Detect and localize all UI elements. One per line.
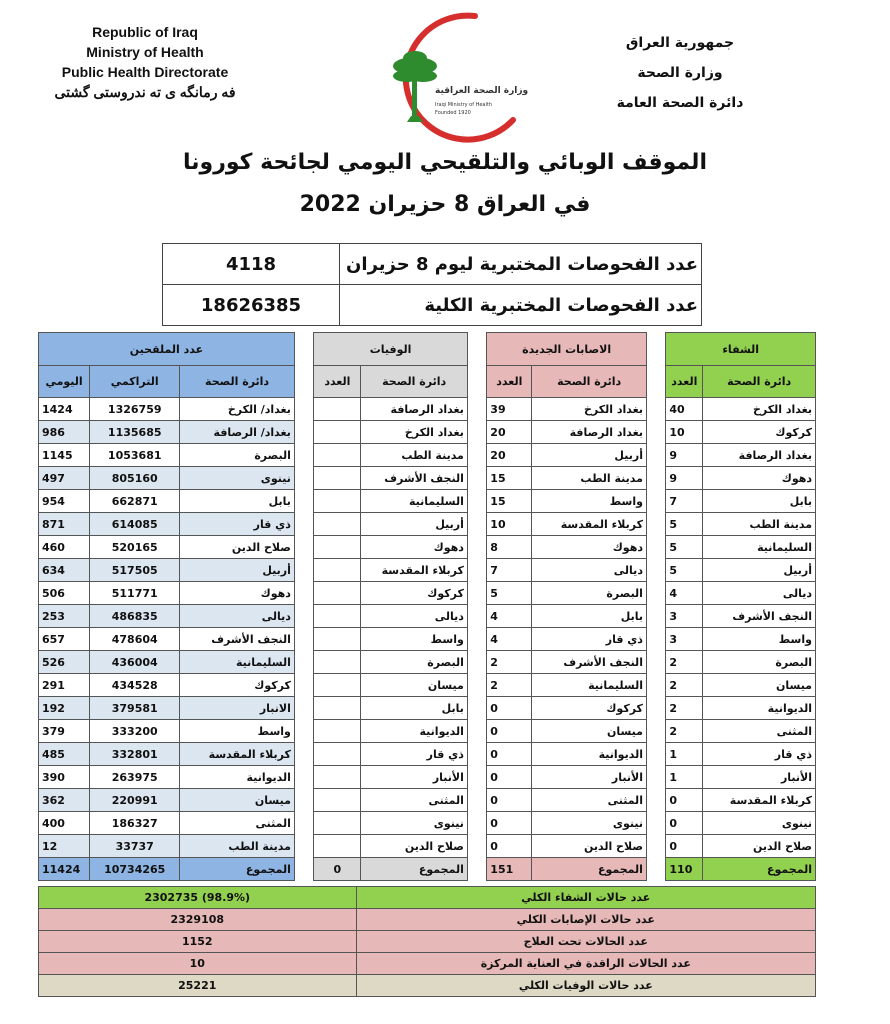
recovered-count: 2: [666, 674, 703, 697]
deaths-directorate: السليمانية: [361, 490, 467, 513]
vaccinated-daily: 485: [39, 743, 90, 766]
tests-table: [162, 243, 702, 326]
col-deaths-directorate: دائرة الصحة: [361, 366, 467, 398]
recovered-directorate: المثنى: [703, 720, 816, 743]
header-kurdish-line: فه رمانگه ی ته ندروستی گشتی: [54, 84, 236, 100]
tests-total-row: [163, 285, 702, 326]
new-cases-count: 4: [487, 628, 532, 651]
vaccinated-directorate: صلاح الدين: [180, 536, 295, 559]
recovered-count: 0: [666, 812, 703, 835]
recovered-directorate: ديالى: [703, 582, 816, 605]
new-cases-directorate: نينوى: [532, 812, 647, 835]
deaths-count: [314, 421, 361, 444]
deaths-count: [314, 559, 361, 582]
table-row: [39, 766, 816, 789]
recovered-count: 0: [666, 835, 703, 858]
recovered-count: 1: [666, 766, 703, 789]
vaccinated-daily: 291: [39, 674, 90, 697]
table-row: [39, 467, 816, 490]
deaths-directorate: بغداد الرصافة: [361, 398, 467, 421]
col-deaths-count: العدد: [314, 366, 361, 398]
summary-value: 2329108: [39, 909, 357, 931]
table-row: [39, 559, 816, 582]
table-row: [39, 582, 816, 605]
deaths-directorate: بغداد الكرخ: [361, 421, 467, 444]
recovered-directorate: بغداد الرصافة: [703, 444, 816, 467]
summary-table: [38, 886, 816, 997]
total-new-label: المجموع: [532, 858, 647, 881]
vaccinated-daily: 400: [39, 812, 90, 835]
total-new-cases: 151: [487, 858, 532, 881]
page-subtitle: في العراق 8 حزيران 2022: [299, 192, 591, 217]
vaccinated-directorate: ميسان: [180, 789, 295, 812]
vaccinated-daily: 12: [39, 835, 90, 858]
recovered-directorate: ميسان: [703, 674, 816, 697]
recovered-directorate: كربلاء المقدسة: [703, 789, 816, 812]
section-vaccinated: عدد الملقحين: [39, 333, 295, 366]
vaccinated-cumulative: 1135685: [90, 421, 180, 444]
vaccinated-directorate: الانبار: [180, 697, 295, 720]
table-body: [39, 398, 816, 858]
new-cases-directorate: ذي قار: [532, 628, 647, 651]
summary-label: عدد حالات الإصابات الكلي: [356, 909, 815, 931]
summary-row: [39, 909, 816, 931]
logo-founded: Founded 1920: [435, 110, 471, 116]
summary-label: عدد الحالات تحت العلاج: [356, 931, 815, 953]
recovered-directorate: واسط: [703, 628, 816, 651]
vaccinated-daily: 1424: [39, 398, 90, 421]
summary-label: عدد حالات الشفاء الكلي: [356, 887, 815, 909]
recovered-count: 5: [666, 559, 703, 582]
deaths-directorate: النجف الأشرف: [361, 467, 467, 490]
vaccinated-daily: 526: [39, 651, 90, 674]
vaccinated-daily: 506: [39, 582, 90, 605]
recovered-count: 0: [666, 789, 703, 812]
vaccinated-daily: 362: [39, 789, 90, 812]
deaths-count: [314, 651, 361, 674]
recovered-count: 4: [666, 582, 703, 605]
vaccinated-daily: 871: [39, 513, 90, 536]
new-cases-directorate: السليمانية: [532, 674, 647, 697]
table-row: [39, 789, 816, 812]
recovered-directorate: صلاح الدين: [703, 835, 816, 858]
total-recovered: 110: [666, 858, 703, 881]
table-row: [39, 651, 816, 674]
vaccinated-cumulative: 220991: [90, 789, 180, 812]
vaccinated-daily: 379: [39, 720, 90, 743]
column-header-row: [39, 366, 816, 398]
deaths-count: [314, 398, 361, 421]
new-cases-count: 20: [487, 444, 532, 467]
table-row: [39, 490, 816, 513]
deaths-count: [314, 789, 361, 812]
new-cases-count: 0: [487, 812, 532, 835]
vaccinated-daily: 192: [39, 697, 90, 720]
vaccinated-cumulative: 517505: [90, 559, 180, 582]
recovered-count: 2: [666, 651, 703, 674]
deaths-directorate: الأنبار: [361, 766, 467, 789]
total-deaths-label: المجموع: [361, 858, 467, 881]
recovered-count: 7: [666, 490, 703, 513]
vaccinated-daily: 634: [39, 559, 90, 582]
col-new-count: العدد: [487, 366, 532, 398]
total-recovered-label: المجموع: [703, 858, 816, 881]
total-vaccinated-cumulative: 10734265: [90, 858, 180, 881]
recovered-count: 5: [666, 513, 703, 536]
vaccinated-cumulative: 333200: [90, 720, 180, 743]
deaths-directorate: ديالى: [361, 605, 467, 628]
new-cases-directorate: كربلاء المقدسة: [532, 513, 647, 536]
deaths-count: [314, 720, 361, 743]
page-title: الموقف الوبائي والتلقيحي اليومي لجائحة كورونا: [183, 150, 707, 175]
vaccinated-directorate: بغداد/ الرصافة: [180, 421, 295, 444]
table-row: [39, 812, 816, 835]
table-row: [39, 628, 816, 651]
recovered-directorate: نينوى: [703, 812, 816, 835]
new-cases-directorate: ميسان: [532, 720, 647, 743]
tests-daily-row: [163, 244, 702, 285]
total-vaccinated-daily: 11424: [39, 858, 90, 881]
recovered-directorate: كركوك: [703, 421, 816, 444]
recovered-count: 1: [666, 743, 703, 766]
col-rec-count: العدد: [666, 366, 703, 398]
ministry-logo: [355, 8, 545, 143]
deaths-directorate: ميسان: [361, 674, 467, 697]
vaccinated-cumulative: 478604: [90, 628, 180, 651]
new-cases-directorate: أربيل: [532, 444, 647, 467]
recovered-directorate: الأنبار: [703, 766, 816, 789]
vaccinated-cumulative: 805160: [90, 467, 180, 490]
summary-value: 10: [39, 953, 357, 975]
header-en-line1: Republic of Iraq: [92, 24, 198, 40]
tests-daily-label: عدد الفحوصات المختبرية ليوم 8 حزيران: [340, 244, 702, 285]
vaccinated-daily: 986: [39, 421, 90, 444]
summary-row: [39, 975, 816, 997]
recovered-directorate: أربيل: [703, 559, 816, 582]
header-ar-line2: وزارة الصحة: [637, 65, 723, 81]
recovered-directorate: دهوك: [703, 467, 816, 490]
vaccinated-cumulative: 520165: [90, 536, 180, 559]
header-arabic: [600, 28, 760, 118]
table-row: [39, 697, 816, 720]
vaccinated-daily: 390: [39, 766, 90, 789]
new-cases-count: 0: [487, 789, 532, 812]
deaths-directorate: المثنى: [361, 789, 467, 812]
vaccinated-directorate: ذي قار: [180, 513, 295, 536]
recovered-count: 9: [666, 444, 703, 467]
header-ar-line1: جمهورية العراق: [625, 35, 735, 51]
section-header-row: [39, 333, 816, 366]
vaccinated-directorate: مدينة الطب: [180, 835, 295, 858]
vaccinated-directorate: الديوانية: [180, 766, 295, 789]
section-deaths: الوفيات: [314, 333, 468, 366]
table-row: [39, 605, 816, 628]
summary-row: [39, 953, 816, 975]
new-cases-count: 0: [487, 697, 532, 720]
deaths-count: [314, 605, 361, 628]
deaths-directorate: البصرة: [361, 651, 467, 674]
col-vacc-directorate: دائرة الصحة: [180, 366, 295, 398]
table-row: [39, 398, 816, 421]
new-cases-count: 15: [487, 467, 532, 490]
totals-row: [39, 858, 816, 881]
tests-total-label: عدد الفحوصات المختبرية الكلية: [340, 285, 702, 326]
deaths-directorate: مدينة الطب: [361, 444, 467, 467]
table-row: [39, 536, 816, 559]
section-recovered: الشفاء: [666, 333, 816, 366]
deaths-count: [314, 766, 361, 789]
new-cases-directorate: دهوك: [532, 536, 647, 559]
new-cases-directorate: صلاح الدين: [532, 835, 647, 858]
table-row: [39, 743, 816, 766]
deaths-count: [314, 536, 361, 559]
col-cumulative: التراكمي: [90, 366, 180, 398]
table-row: [39, 444, 816, 467]
deaths-count: [314, 835, 361, 858]
deaths-count: [314, 490, 361, 513]
deaths-directorate: نينوى: [361, 812, 467, 835]
main-statistics-table: [38, 332, 816, 881]
vaccinated-daily: 460: [39, 536, 90, 559]
new-cases-count: 0: [487, 743, 532, 766]
new-cases-directorate: النجف الأشرف: [532, 651, 647, 674]
tests-total-value: 18626385: [163, 285, 340, 326]
summary-label: عدد حالات الوفيات الكلي: [356, 975, 815, 997]
recovered-count: 2: [666, 697, 703, 720]
recovered-directorate: بابل: [703, 490, 816, 513]
recovered-count: 10: [666, 421, 703, 444]
deaths-count: [314, 513, 361, 536]
new-cases-count: 8: [487, 536, 532, 559]
vaccinated-cumulative: 379581: [90, 697, 180, 720]
deaths-count: [314, 628, 361, 651]
col-new-directorate: دائرة الصحة: [532, 366, 647, 398]
logo-text-ar: وزارة الصحة العراقية: [435, 86, 529, 96]
new-cases-count: 10: [487, 513, 532, 536]
vaccinated-cumulative: 486835: [90, 605, 180, 628]
recovered-count: 3: [666, 605, 703, 628]
deaths-directorate: صلاح الدين: [361, 835, 467, 858]
vaccinated-directorate: المثنى: [180, 812, 295, 835]
new-cases-count: 0: [487, 766, 532, 789]
new-cases-directorate: البصرة: [532, 582, 647, 605]
recovered-directorate: مدينة الطب: [703, 513, 816, 536]
new-cases-directorate: بغداد الكرخ: [532, 398, 647, 421]
vaccinated-directorate: كربلاء المقدسة: [180, 743, 295, 766]
header-en-line3: Public Health Directorate: [61, 64, 229, 80]
new-cases-count: 2: [487, 651, 532, 674]
deaths-directorate: كربلاء المقدسة: [361, 559, 467, 582]
new-cases-count: 39: [487, 398, 532, 421]
vaccinated-cumulative: 511771: [90, 582, 180, 605]
col-rec-directorate: دائرة الصحة: [703, 366, 816, 398]
section-new-cases: الاصابات الجديدة: [487, 333, 647, 366]
deaths-directorate: أربيل: [361, 513, 467, 536]
vaccinated-directorate: واسط: [180, 720, 295, 743]
vaccinated-daily: 657: [39, 628, 90, 651]
recovered-count: 9: [666, 467, 703, 490]
deaths-directorate: الديوانية: [361, 720, 467, 743]
recovered-count: 40: [666, 398, 703, 421]
vaccinated-directorate: بغداد/ الكرخ: [180, 398, 295, 421]
new-cases-directorate: مدينة الطب: [532, 467, 647, 490]
vaccinated-directorate: بابل: [180, 490, 295, 513]
new-cases-directorate: المثنى: [532, 789, 647, 812]
vaccinated-daily: 1145: [39, 444, 90, 467]
summary-label: عدد الحالات الراقدة في العناية المركزة: [356, 953, 815, 975]
summary-value: 1152: [39, 931, 357, 953]
vaccinated-cumulative: 332801: [90, 743, 180, 766]
new-cases-count: 2: [487, 674, 532, 697]
vaccinated-cumulative: 436004: [90, 651, 180, 674]
table-row: [39, 674, 816, 697]
vaccinated-directorate: دهوك: [180, 582, 295, 605]
logo-text-en: Iraqi Ministry of Health: [435, 102, 493, 108]
total-deaths: 0: [314, 858, 361, 881]
header-english: [40, 22, 250, 102]
summary-row: [39, 887, 816, 909]
deaths-directorate: كركوك: [361, 582, 467, 605]
deaths-count: [314, 444, 361, 467]
vaccinated-cumulative: 186327: [90, 812, 180, 835]
recovered-directorate: الديوانية: [703, 697, 816, 720]
vaccinated-daily: 497: [39, 467, 90, 490]
new-cases-count: 20: [487, 421, 532, 444]
recovered-directorate: السليمانية: [703, 536, 816, 559]
deaths-count: [314, 674, 361, 697]
deaths-count: [314, 467, 361, 490]
header-ar-line3: دائرة الصحة العامة: [616, 95, 744, 111]
vaccinated-cumulative: 1326759: [90, 398, 180, 421]
deaths-count: [314, 743, 361, 766]
vaccinated-cumulative: 434528: [90, 674, 180, 697]
vaccinated-daily: 954: [39, 490, 90, 513]
deaths-directorate: بابل: [361, 697, 467, 720]
table-row: [39, 513, 816, 536]
new-cases-count: 7: [487, 559, 532, 582]
vaccinated-directorate: أربيل: [180, 559, 295, 582]
recovered-count: 2: [666, 720, 703, 743]
recovered-directorate: بغداد الكرخ: [703, 398, 816, 421]
total-vaccinated-label: المجموع: [180, 858, 295, 881]
new-cases-directorate: بابل: [532, 605, 647, 628]
recovered-directorate: ذي قار: [703, 743, 816, 766]
table-row: [39, 720, 816, 743]
deaths-count: [314, 697, 361, 720]
new-cases-directorate: الأنبار: [532, 766, 647, 789]
vaccinated-daily: 253: [39, 605, 90, 628]
vaccinated-cumulative: 1053681: [90, 444, 180, 467]
vaccinated-directorate: كركوك: [180, 674, 295, 697]
vaccinated-directorate: نينوى: [180, 467, 295, 490]
new-cases-count: 15: [487, 490, 532, 513]
vaccinated-cumulative: 33737: [90, 835, 180, 858]
summary-row: [39, 931, 816, 953]
summary-value: 2302735 (98.9%): [39, 887, 357, 909]
new-cases-count: 5: [487, 582, 532, 605]
new-cases-count: 0: [487, 835, 532, 858]
new-cases-count: 0: [487, 720, 532, 743]
ministry-logo-icon: [355, 8, 545, 143]
vaccinated-directorate: النجف الأشرف: [180, 628, 295, 651]
vaccinated-directorate: البصرة: [180, 444, 295, 467]
recovered-directorate: النجف الأشرف: [703, 605, 816, 628]
new-cases-directorate: الديوانية: [532, 743, 647, 766]
summary-value: 25221: [39, 975, 357, 997]
vaccinated-cumulative: 263975: [90, 766, 180, 789]
new-cases-count: 4: [487, 605, 532, 628]
header-en-line2: Ministry of Health: [86, 44, 204, 60]
deaths-directorate: واسط: [361, 628, 467, 651]
deaths-count: [314, 582, 361, 605]
vaccinated-cumulative: 614085: [90, 513, 180, 536]
recovered-count: 3: [666, 628, 703, 651]
recovered-count: 5: [666, 536, 703, 559]
vaccinated-cumulative: 662871: [90, 490, 180, 513]
table-row: [39, 835, 816, 858]
deaths-directorate: ذي قار: [361, 743, 467, 766]
vaccinated-directorate: السليمانية: [180, 651, 295, 674]
vaccinated-directorate: ديالى: [180, 605, 295, 628]
deaths-count: [314, 812, 361, 835]
col-daily: اليومي: [39, 366, 90, 398]
deaths-directorate: دهوك: [361, 536, 467, 559]
tests-daily-value: 4118: [163, 244, 340, 285]
recovered-directorate: البصرة: [703, 651, 816, 674]
new-cases-directorate: ديالى: [532, 559, 647, 582]
new-cases-directorate: بغداد الرصافة: [532, 421, 647, 444]
new-cases-directorate: واسط: [532, 490, 647, 513]
new-cases-directorate: كركوك: [532, 697, 647, 720]
table-row: [39, 421, 816, 444]
